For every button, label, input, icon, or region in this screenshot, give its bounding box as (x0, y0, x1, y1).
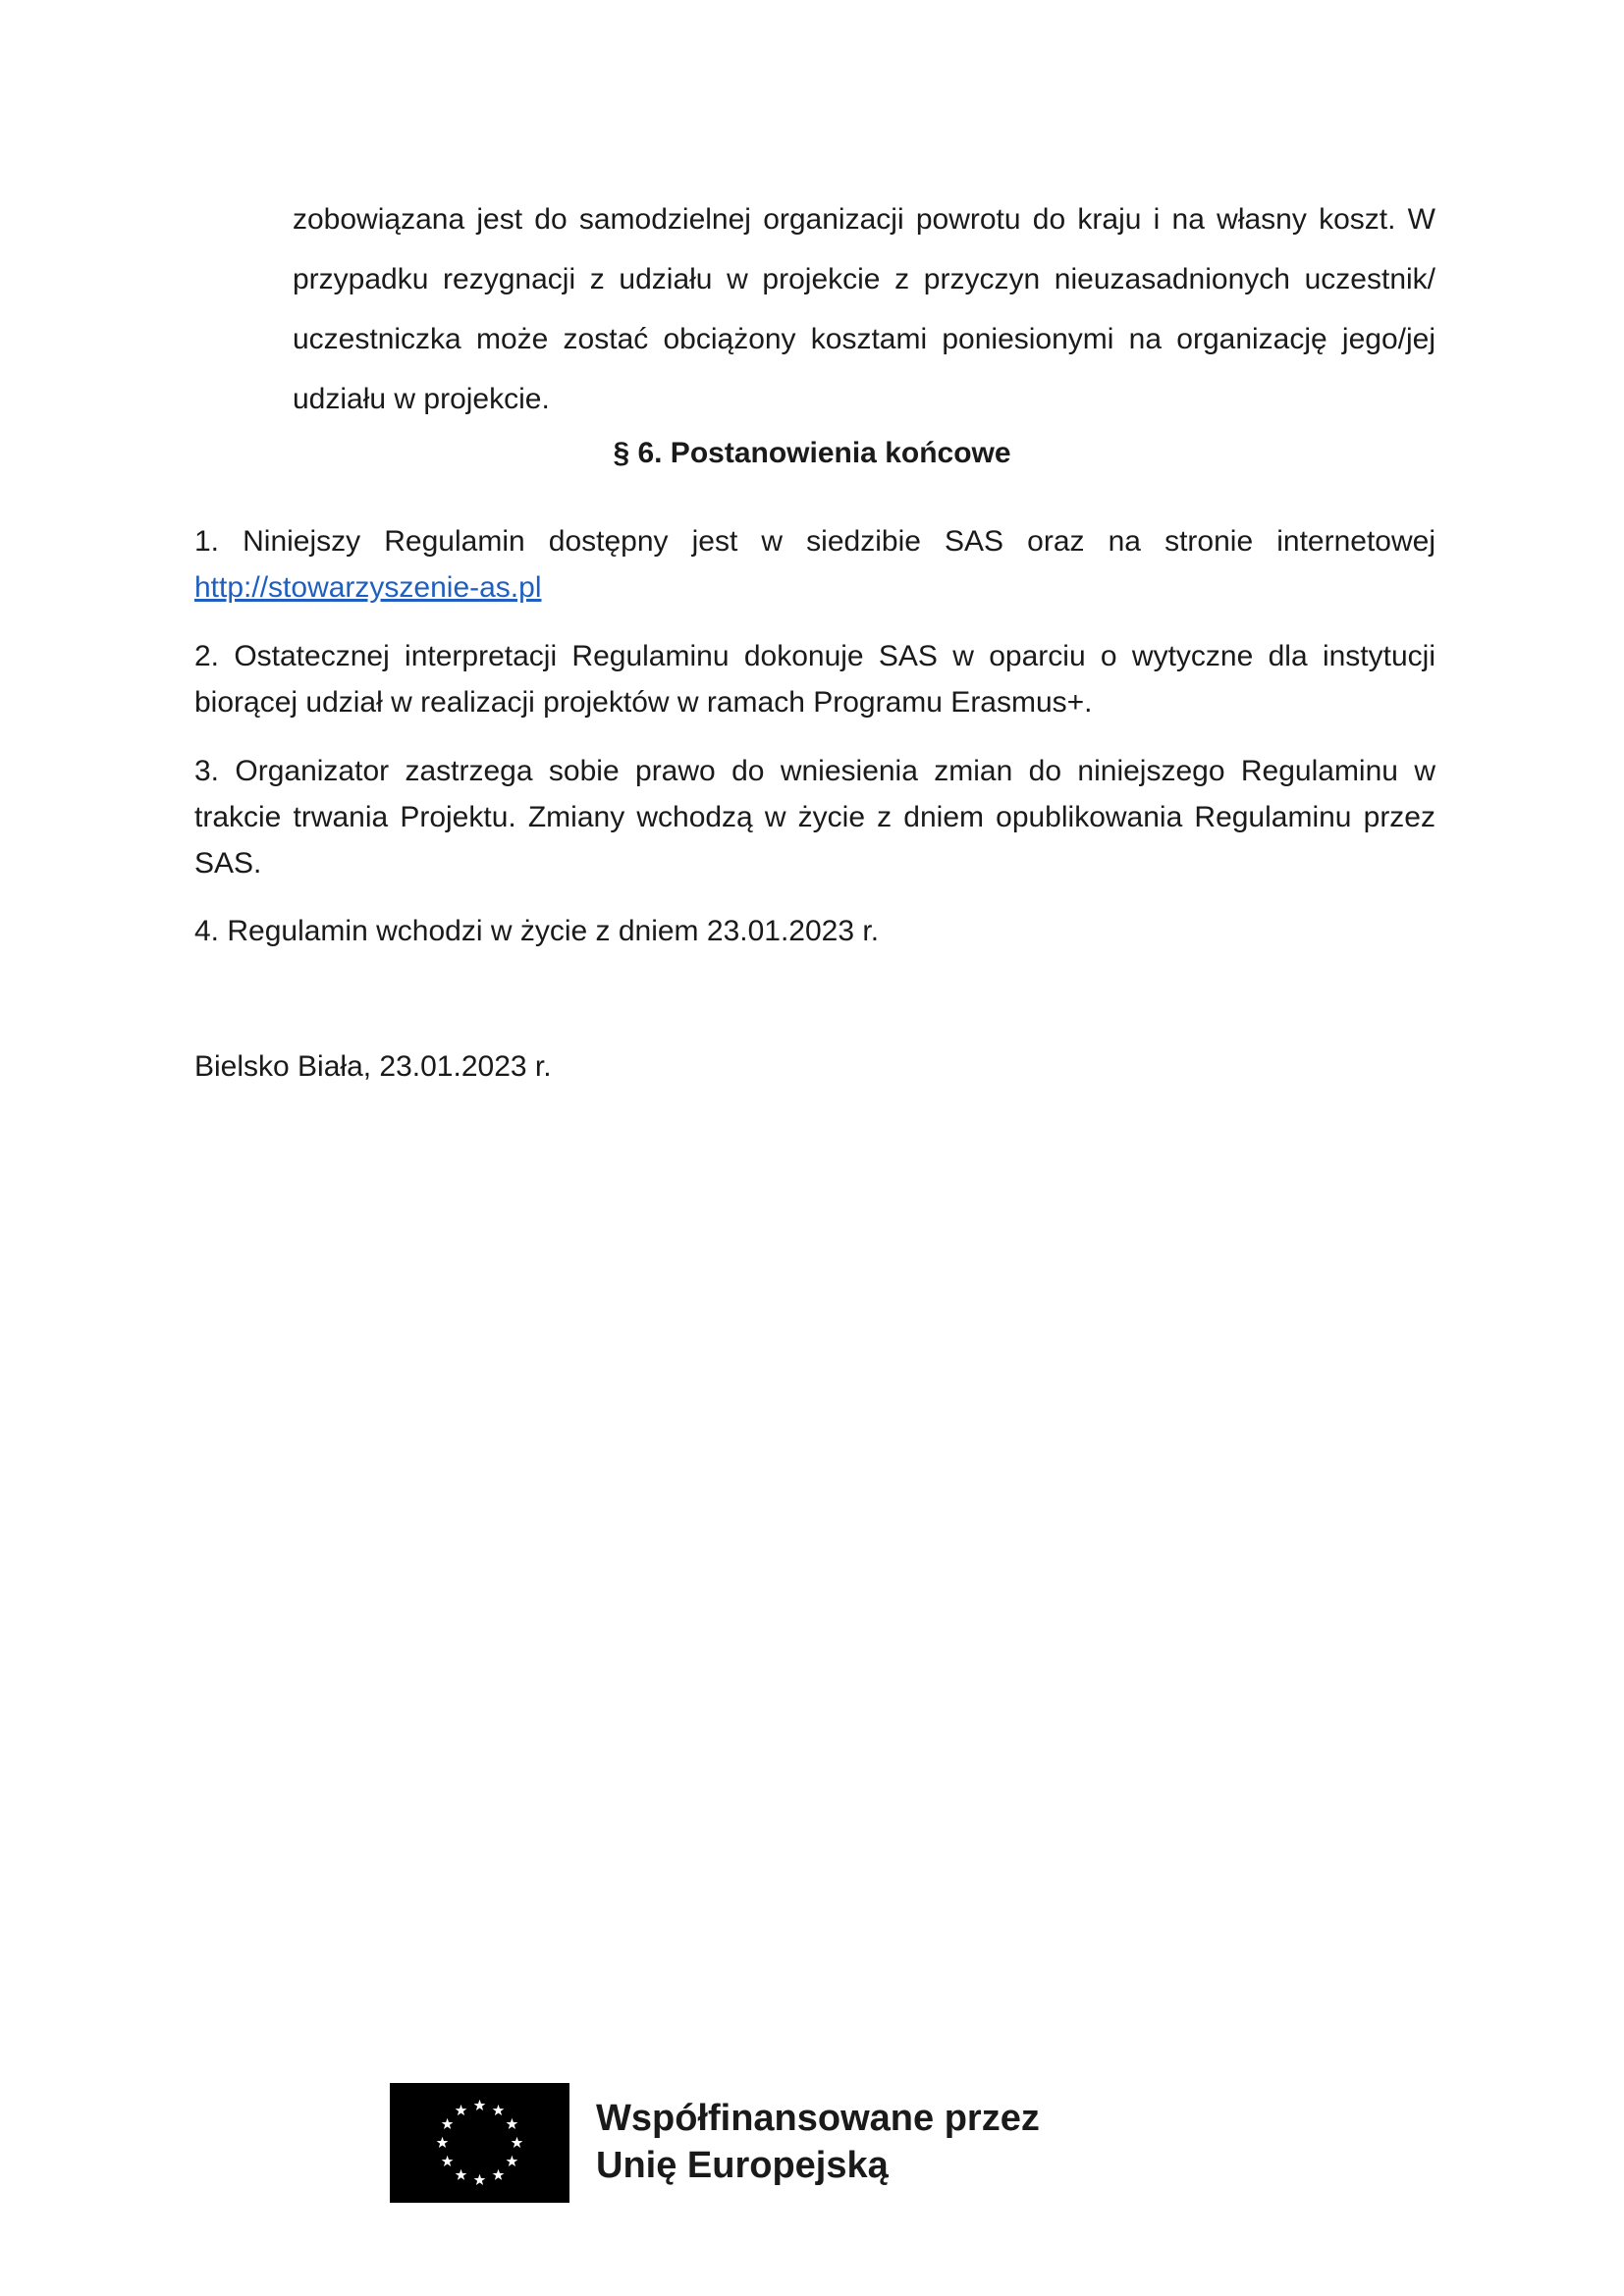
continuation-paragraph: zobowiązana jest do samodzielnej organizacji powrotu do kraju i na własny koszt. W przypadku rezygnacji z udziału w projekcie z przyczyn nieuzasadnionych uczestnik/ uczestniczka może zostać obciążony kosztami poniesionymi na organizację jego/jej udziału w projekcie. (293, 203, 1435, 415)
section-heading: § 6. Postanowienia końcowe (613, 437, 1011, 469)
eu-flag-icon (390, 2083, 569, 2203)
final-provision-2: 2. Ostatecznej interpretacji Regulaminu dokonuje SAS w oparciu o wytyczne dla instytucji biorącej udział w realizacji projektów w ramach Programu Erasmus+. (194, 640, 1435, 719)
eu-flag-graphic (390, 2083, 569, 2203)
final-provision-1-text: 1. Niniejszy Regulamin dostępny jest w siedzibie SAS oraz na stronie internetowej (194, 525, 1435, 558)
website-link[interactable]: http://stowarzyszenie-as.pl (194, 571, 542, 604)
place-and-date: Bielsko Biała, 23.01.2023 r. (194, 1050, 552, 1083)
final-provision-1 (194, 518, 1435, 611)
cofunding-text (596, 2095, 1040, 2189)
eu-cofunding-footer (390, 2083, 1097, 2207)
final-provision-3: 3. Organizator zastrzega sobie prawo do wniesienia zmian do niniejszego Regulaminu w trakcie trwania Projektu. Zmiany wchodzą w życie z dniem opublikowania Regulaminu przez SAS. (194, 755, 1435, 880)
cofunding-line-2: Unię Europejską (596, 2145, 889, 2186)
final-provision-4: 4. Regulamin wchodzi w życie z dniem 23.01.2023 r. (194, 915, 880, 947)
cofunding-line-1: Współfinansowane przez (596, 2098, 1040, 2139)
